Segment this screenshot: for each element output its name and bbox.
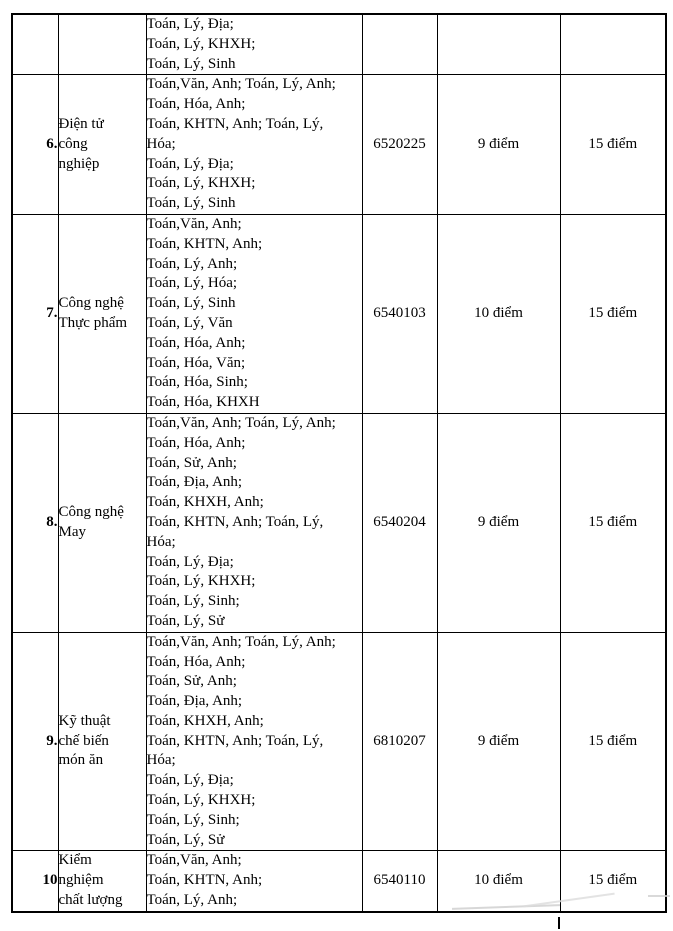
text-line: Toán,Văn, Anh; Toán, Lý, Anh; (146, 633, 336, 650)
points-b-cell: 15 điểm (560, 75, 666, 215)
text-line: Hóa; (146, 533, 176, 550)
text-line: Toán, Lý, KHXH; (146, 792, 256, 809)
table-row (12, 413, 666, 632)
subject-combos-cell (146, 214, 362, 413)
points-b-cell: 15 điểm (560, 851, 666, 912)
text-line: Toán, Lý, Sử (146, 612, 225, 629)
row-number-cell: 10 (12, 851, 58, 912)
text-line: May (58, 523, 86, 540)
text-line: Toán, Hóa, Anh; (146, 653, 246, 670)
text-line: Toán, Lý, Anh; (146, 255, 238, 272)
major-code-cell: 6540110 (362, 851, 437, 912)
major-code-cell: 6540103 (362, 214, 437, 413)
table-row (12, 214, 666, 413)
text-line: Toán, KHTN, Anh; Toán, Lý, (146, 732, 324, 749)
points-a-cell: 9 điểm (437, 75, 560, 215)
text-line: Toán,Văn, Anh; Toán, Lý, Anh; (146, 414, 336, 431)
text-line: Toán, KHTN, Anh; Toán, Lý, (146, 513, 324, 530)
text-line: chất lượng (58, 892, 123, 909)
subject-combos-cell (146, 632, 362, 851)
text-line: Toán, Lý, KHXH; (146, 175, 256, 192)
major-code-cell: 6540204 (362, 413, 437, 632)
points-b-cell: 15 điểm (560, 214, 666, 413)
text-line: Toán, Sử, Anh; (146, 454, 237, 471)
text-line: Toán, Địa, Anh; (146, 693, 243, 710)
text-line: Toán, KHTN, Anh; (146, 872, 263, 889)
text-line: Toán, Hóa, Anh; (146, 334, 246, 351)
table-row (12, 851, 666, 912)
points-a-cell: 10 điểm (437, 851, 560, 912)
text-line: Hóa; (146, 752, 176, 769)
text-line: Công nghệ (58, 295, 124, 312)
text-line: Toán, Lý, Sinh; (146, 811, 240, 828)
major-name-cell (58, 413, 146, 632)
subject-combos-cell (146, 851, 362, 912)
admission-table (11, 13, 667, 913)
text-line: Toán, Lý, Địa; (146, 16, 234, 32)
text-line: Toán, Địa, Anh; (146, 474, 243, 491)
text-line: Toán, Hóa, Sinh; (146, 374, 248, 391)
major-code-cell: 6810207 (362, 632, 437, 851)
text-line: Toán, Hóa, Anh; (146, 96, 246, 113)
text-line: Toán, Lý, Địa; (146, 155, 234, 172)
text-line: công (58, 135, 88, 152)
row-number-cell: 8. (12, 413, 58, 632)
text-line: Toán, Lý, Anh; (146, 892, 238, 909)
text-line: Toán, Lý, Sinh (146, 55, 236, 72)
text-line: nghiệp (58, 155, 100, 172)
points-a-cell (437, 14, 560, 75)
text-line: Thực phẩm (58, 314, 128, 331)
text-line: Toán, Lý, Hóa; (146, 275, 238, 292)
text-line: Toán, Hóa, Anh; (146, 434, 246, 451)
points-a-cell: 9 điểm (437, 632, 560, 851)
text-line: Toán, Lý, Địa; (146, 772, 234, 789)
text-line: Toán, Lý, Sinh (146, 295, 236, 312)
points-b-cell: 15 điểm (560, 413, 666, 632)
text-line: Toán, Sử, Anh; (146, 673, 237, 690)
major-name-cell (58, 851, 146, 912)
points-b-cell: 15 điểm (560, 632, 666, 851)
text-line: Hóa; (146, 135, 176, 152)
text-line: Toán,Văn, Anh; (146, 215, 242, 232)
text-line: Toán,Văn, Anh; Toán, Lý, Anh; (146, 76, 336, 93)
text-line: Toán, Lý, Sinh (146, 195, 236, 212)
text-line: Toán,Văn, Anh; (146, 852, 242, 869)
text-line: Toán, Lý, Sinh; (146, 593, 240, 610)
table-row (12, 75, 666, 215)
text-line: món ăn (58, 752, 104, 769)
table-body (12, 14, 666, 912)
text-line: Toán, KHXH, Anh; (146, 712, 264, 729)
row-number-cell: 7. (12, 214, 58, 413)
major-name-cell (58, 214, 146, 413)
text-line: Toán, Lý, Địa; (146, 553, 234, 570)
text-line: Công nghệ (58, 504, 124, 521)
row-number-cell: 9. (12, 632, 58, 851)
major-name-cell (58, 632, 146, 851)
text-line: Điện tử (58, 115, 104, 132)
major-name-cell (58, 14, 146, 75)
text-line: chế biến (58, 732, 109, 749)
text-line: Toán, Lý, KHXH; (146, 35, 256, 52)
text-line: Toán, KHTN, Anh; Toán, Lý, (146, 115, 324, 132)
text-line: nghiệm (58, 872, 104, 889)
points-a-cell: 10 điểm (437, 214, 560, 413)
subject-combos-cell (146, 75, 362, 215)
text-line: Toán, Lý, Văn (146, 314, 233, 331)
major-code-cell (362, 14, 437, 75)
text-line: Toán, Hóa, Văn; (146, 354, 246, 371)
row-number-cell (12, 14, 58, 75)
text-line: Toán, Lý, KHXH; (146, 573, 256, 590)
major-name-cell (58, 75, 146, 215)
text-line: Kiểm (58, 852, 92, 869)
table-row (12, 14, 666, 75)
text-line: Toán, KHXH, Anh; (146, 494, 264, 511)
text-line: Kỹ thuật (58, 712, 111, 729)
major-code-cell: 6520225 (362, 75, 437, 215)
text-line: Toán, KHTN, Anh; (146, 235, 263, 252)
subject-combos-cell (146, 413, 362, 632)
row-number-cell: 6. (12, 75, 58, 215)
points-a-cell: 9 điểm (437, 413, 560, 632)
text-line: Toán, Hóa, KHXH (146, 394, 260, 411)
table-border-spur (558, 917, 560, 929)
points-b-cell (560, 14, 666, 75)
subject-combos-cell (146, 14, 362, 75)
text-line: Toán, Lý, Sử (146, 831, 225, 848)
table-row (12, 632, 666, 851)
